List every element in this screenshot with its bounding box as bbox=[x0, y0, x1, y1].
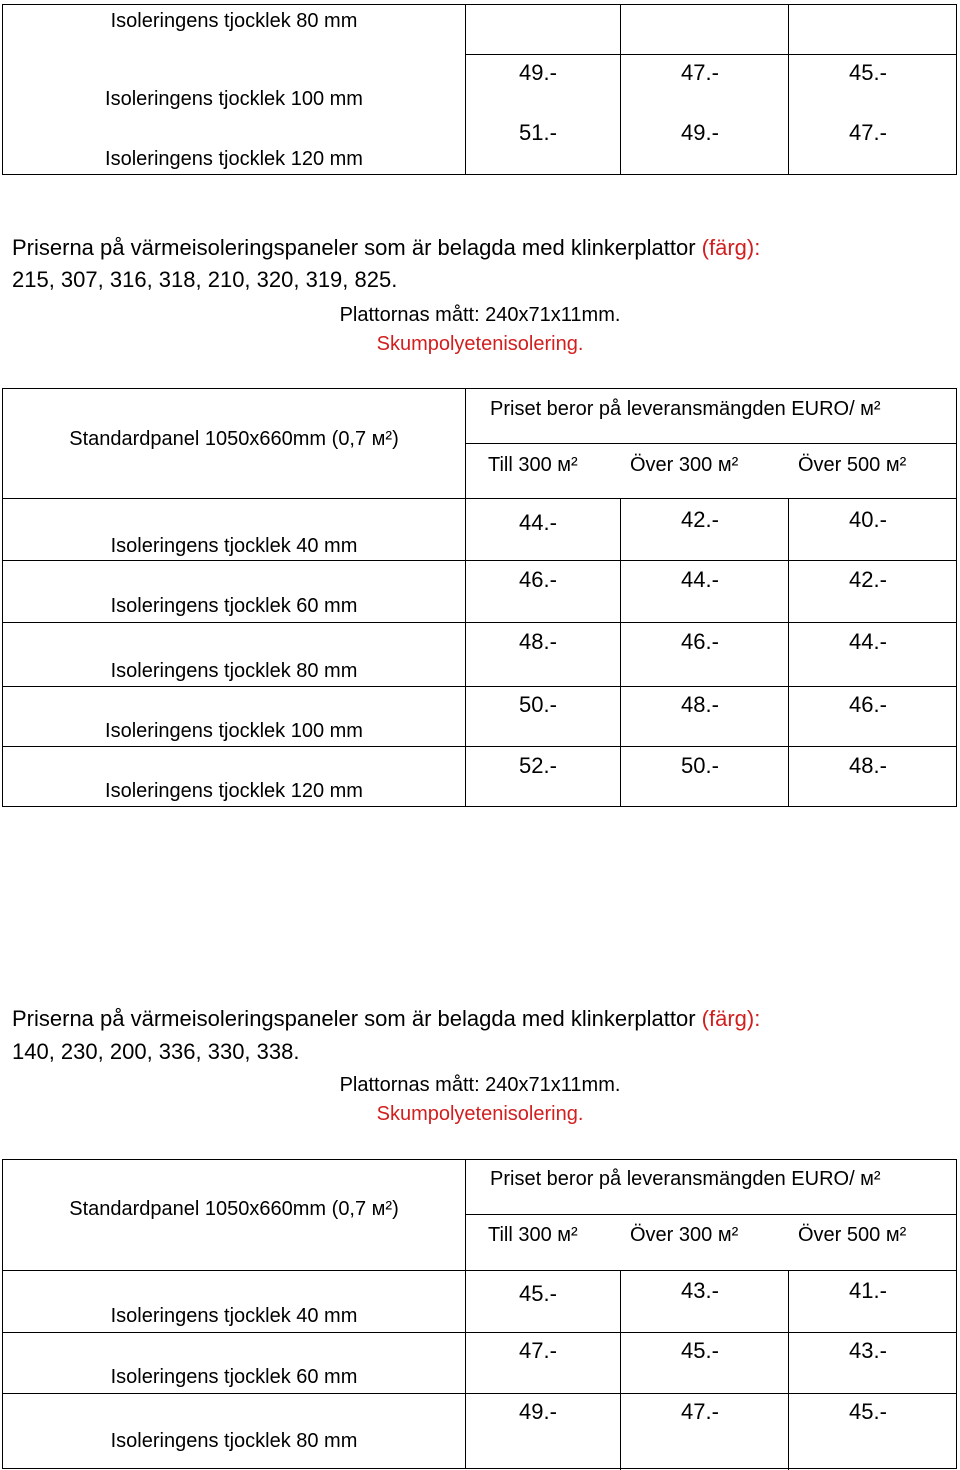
row-label: Isoleringens tjocklek 60 mm bbox=[110, 595, 358, 617]
price-cell: 45.- bbox=[519, 1281, 557, 1306]
row-label: Isoleringens tjocklek 100 mm bbox=[105, 720, 363, 742]
section-heading: Priserna på värmeisoleringspaneler som är belagda med klinkerplattor (färg): bbox=[12, 235, 761, 260]
price-cell: 45.- bbox=[849, 1399, 887, 1424]
row-label: Isoleringens tjocklek 120 mm bbox=[105, 148, 363, 170]
price-cell: 45.- bbox=[849, 60, 887, 85]
price-cell: 48.- bbox=[849, 753, 887, 778]
price-cell: 45.- bbox=[681, 1338, 719, 1363]
price-cell: 49.- bbox=[681, 120, 719, 145]
column-header: Över 300 м² bbox=[630, 1224, 739, 1246]
tile-size: Plattornas mått: 240x71x11mm. bbox=[339, 1074, 621, 1096]
row-label: Isoleringens tjocklek 40 mm bbox=[110, 535, 358, 557]
price-cell: 47.- bbox=[849, 120, 887, 145]
row-label: Isoleringens tjocklek 60 mm bbox=[110, 1366, 358, 1388]
price-cell: 44.- bbox=[681, 567, 719, 592]
price-header: Priset beror på leveransmängden EURO/ м² bbox=[490, 1168, 881, 1190]
price-cell: 48.- bbox=[519, 629, 557, 654]
price-cell: 52.- bbox=[519, 753, 557, 778]
price-cell: 43.- bbox=[849, 1338, 887, 1363]
insulation-type: Skumpolyetenisolering. bbox=[376, 333, 584, 355]
price-cell: 41.- bbox=[849, 1278, 887, 1303]
column-header: Över 500 м² bbox=[798, 1224, 907, 1246]
price-cell: 46.- bbox=[681, 629, 719, 654]
price-cell: 48.- bbox=[681, 692, 719, 717]
row-label: Isoleringens tjocklek 80 mm bbox=[110, 1430, 358, 1452]
row-label: Isoleringens tjocklek 80 mm bbox=[110, 10, 358, 32]
column-header: Över 300 м² bbox=[630, 454, 739, 476]
color-codes: 215, 307, 316, 318, 210, 320, 319, 825. bbox=[12, 267, 398, 292]
price-header: Priset beror på leveransmängden EURO/ м² bbox=[490, 398, 881, 420]
price-cell: 49.- bbox=[519, 1399, 557, 1424]
price-cell: 44.- bbox=[519, 510, 557, 535]
price-cell: 46.- bbox=[519, 567, 557, 592]
panel-label: Standardpanel 1050x660mm (0,7 м²) bbox=[69, 1198, 399, 1220]
price-cell: 47.- bbox=[681, 60, 719, 85]
color-codes: 140, 230, 200, 336, 330, 338. bbox=[12, 1039, 300, 1064]
row-label: Isoleringens tjocklek 120 mm bbox=[105, 780, 363, 802]
price-cell: 47.- bbox=[681, 1399, 719, 1424]
insulation-type: Skumpolyetenisolering. bbox=[376, 1103, 584, 1125]
price-cell: 49.- bbox=[519, 60, 557, 85]
price-cell: 50.- bbox=[681, 753, 719, 778]
column-header: Till 300 м² bbox=[488, 454, 578, 476]
price-cell: 40.- bbox=[849, 507, 887, 532]
price-cell: 50.- bbox=[519, 692, 557, 717]
row-label: Isoleringens tjocklek 80 mm bbox=[110, 660, 358, 682]
panel-label: Standardpanel 1050x660mm (0,7 м²) bbox=[69, 428, 399, 450]
section-heading: Priserna på värmeisoleringspaneler som är belagda med klinkerplattor (färg): bbox=[12, 1006, 761, 1031]
price-cell: 47.- bbox=[519, 1338, 557, 1363]
price-cell: 44.- bbox=[849, 629, 887, 654]
price-cell: 43.- bbox=[681, 1278, 719, 1303]
tile-size: Plattornas mått: 240x71x11mm. bbox=[339, 304, 621, 326]
price-cell: 42.- bbox=[681, 507, 719, 532]
row-label: Isoleringens tjocklek 100 mm bbox=[105, 88, 363, 110]
row-label: Isoleringens tjocklek 40 mm bbox=[110, 1305, 358, 1327]
column-header: Till 300 м² bbox=[488, 1224, 578, 1246]
price-cell: 46.- bbox=[849, 692, 887, 717]
price-cell: 51.- bbox=[519, 120, 557, 145]
price-cell: 42.- bbox=[849, 567, 887, 592]
column-header: Över 500 м² bbox=[798, 454, 907, 476]
